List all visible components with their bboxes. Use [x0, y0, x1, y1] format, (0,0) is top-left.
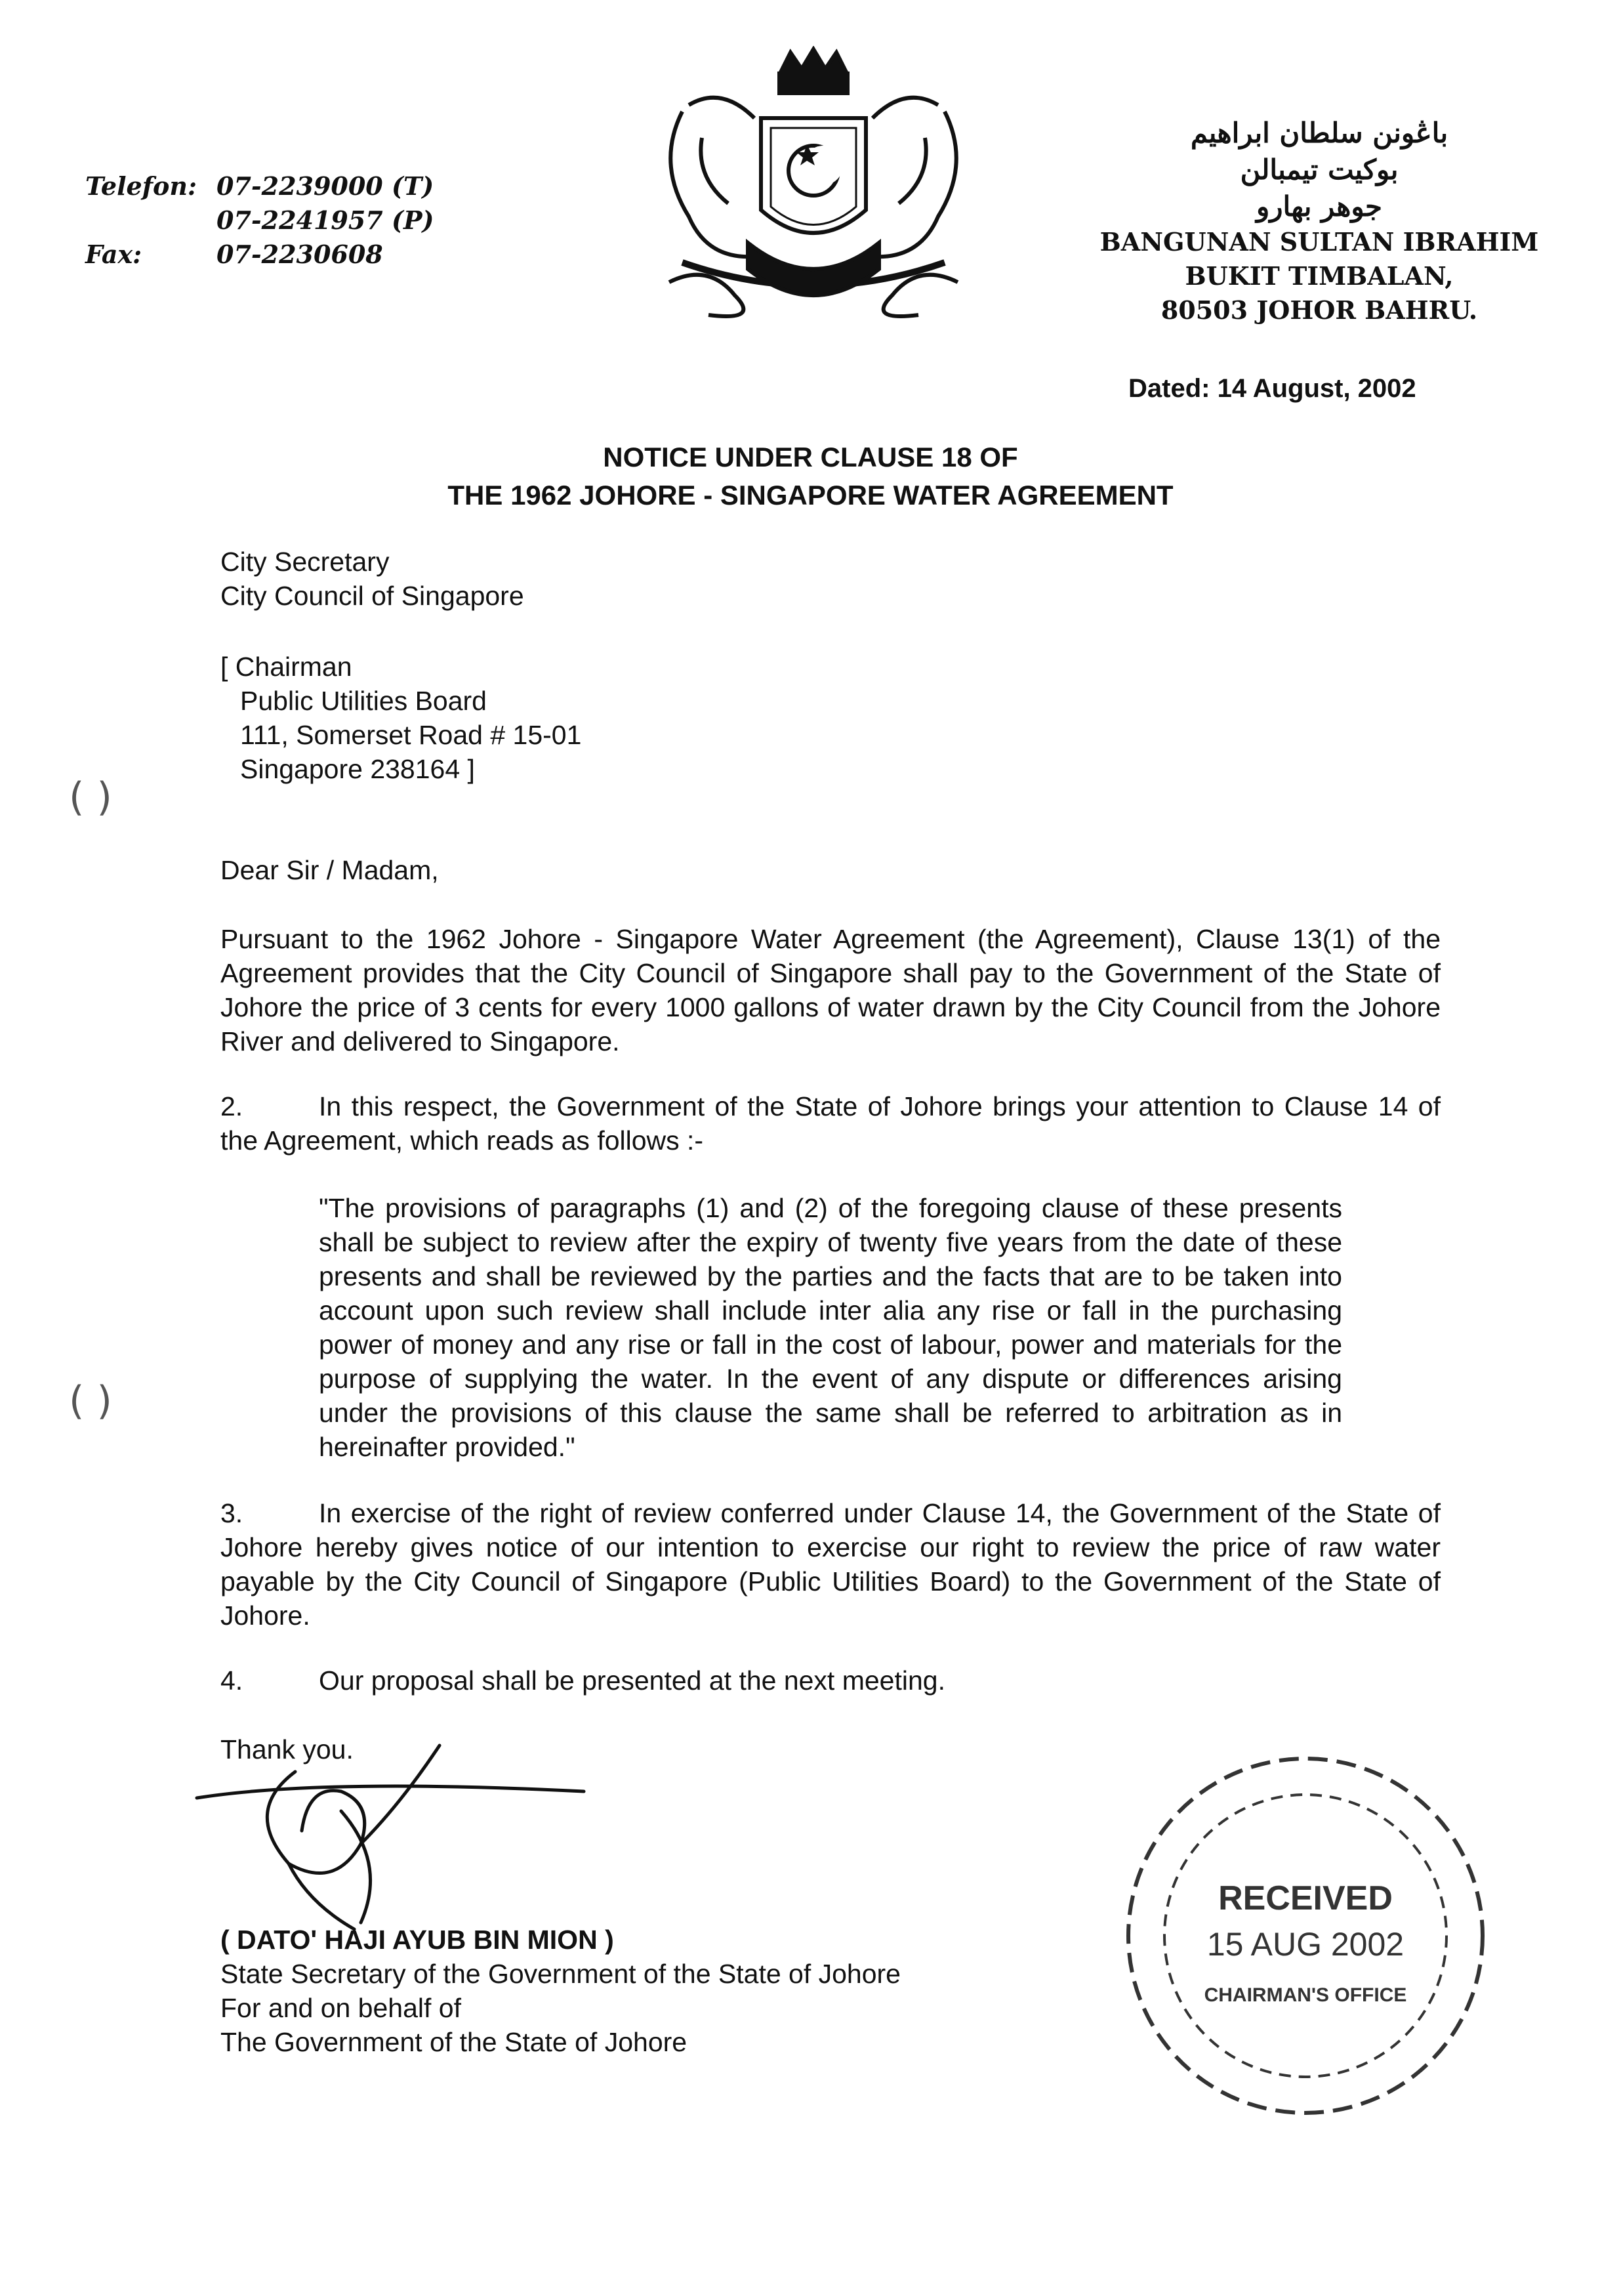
phone-label: Telefon:	[85, 171, 197, 201]
paragraph-4-number: 4.	[220, 1665, 243, 1696]
closing-text: Thank you.	[220, 1734, 354, 1764]
address-jawi-2: بوکيت تيمبالن	[1240, 154, 1399, 186]
address-jawi-1: باڠونن سلطان ابراهيم	[1190, 117, 1448, 149]
signature-icon	[190, 1732, 649, 1942]
stamp-label: RECEIVED	[1218, 1879, 1393, 1917]
signatory-line-2: For and on behalf of	[220, 1993, 461, 2023]
alt-recipient-line-4: Singapore 238164 ]	[240, 754, 475, 784]
paragraph-1: Pursuant to the 1962 Johore - Singapore Water Agreement (the Agreement), Clause 13(1) of the Agreement provides that the City Council of Singapore shall pay to the Government of the State of Johore the price of 3 cents for every 1000 gallons of water drawn by the City Council from the Johore River and delivered to Singapore.	[220, 924, 1441, 1056]
address-line-1: BANGUNAN SULTAN IBRAHIM	[1099, 227, 1539, 257]
phone-1: 07-2239000 (T)	[216, 171, 434, 201]
paragraph-2-text: In this respect, the Government of the State of Johore brings your attention to Clause 14 of the Agreement, which reads as follows :-	[220, 1091, 1441, 1156]
johor-crest-icon	[630, 46, 997, 335]
paragraph-4	[220, 1663, 1441, 1698]
paragraph-2	[220, 1089, 1441, 1158]
fax-label: Fax:	[85, 240, 142, 269]
salutation: Dear Sir / Madam,	[220, 855, 439, 885]
recipient-line-2: City Council of Singapore	[220, 581, 524, 611]
recipient-block	[220, 545, 524, 613]
fax-number: 07-2230608	[216, 240, 383, 269]
signatory-block	[220, 1923, 901, 2059]
signatory-title: State Secretary of the Government of the State of Johore	[220, 1959, 901, 1989]
received-stamp-icon	[1109, 1732, 1502, 2139]
notice-title-line-2: THE 1962 JOHORE - SINGAPORE WATER AGREEMENT	[447, 480, 1174, 511]
stamp-office: CHAIRMAN'S OFFICE	[1204, 1984, 1407, 2006]
punch-hole-mark: ( )	[69, 774, 112, 820]
stamp-date: 15 AUG 2002	[1206, 1926, 1405, 1963]
signatory-name: ( DATO' HAJI AYUB BIN MION )	[220, 1925, 614, 1955]
punch-hole-mark: ( )	[69, 1378, 112, 1424]
alt-recipient-block	[220, 650, 581, 786]
letter-date: Dated: 14 August, 2002	[1128, 374, 1416, 403]
alt-recipient-line-1: [ Chairman	[220, 652, 352, 682]
address-line-3: 80503 JOHOR BAHRU.	[1160, 295, 1478, 325]
recipient-line-1: City Secretary	[220, 547, 390, 577]
alt-recipient-line-2: Public Utilities Board	[240, 686, 487, 716]
address-jawi-3: جوهر بهارو	[1256, 190, 1382, 222]
alt-recipient-line-3: 111, Somerset Road # 15-01	[240, 720, 582, 750]
address-line-2: BUKIT TIMBALAN,	[1185, 261, 1454, 291]
address-block	[1070, 115, 1569, 327]
paragraph-4-text: Our proposal shall be presented at the next meeting.	[319, 1665, 945, 1696]
notice-title	[0, 438, 1621, 514]
contact-block	[85, 169, 434, 272]
paragraph-3-number: 3.	[220, 1498, 243, 1528]
paragraph-3	[220, 1496, 1441, 1633]
phone-2: 07-2241957 (P)	[216, 205, 434, 235]
clause-quote: "The provisions of paragraphs (1) and (2) of the foregoing clause of these presents shall be subject to review after the expiry of twenty five years from the date of these presents and shall be reviewed by the parties and the facts that are to be taken into account upon such review shall include inter alia any rise or fall in the purchasing power of money and any rise or fall in the cost of labour, power and materials for the purpose of supplying the water. In the event of any dispute or differences arising under the provisions of this clause the same shall be referred to arbitration as in hereinafter provided."	[319, 1193, 1342, 1462]
signatory-line-3: The Government of the State of Johore	[220, 2027, 687, 2057]
paragraph-3-text: In exercise of the right of review conferred under Clause 14, the Government of the State of Johore hereby gives notice of our intention to exercise our right to review the price of raw water payable by the City Council of Singapore (Public Utilities Board) to the Government of the State of Johore.	[220, 1498, 1441, 1631]
paragraph-2-number: 2.	[220, 1091, 243, 1121]
notice-title-line-1: NOTICE UNDER CLAUSE 18 OF	[603, 442, 1018, 472]
